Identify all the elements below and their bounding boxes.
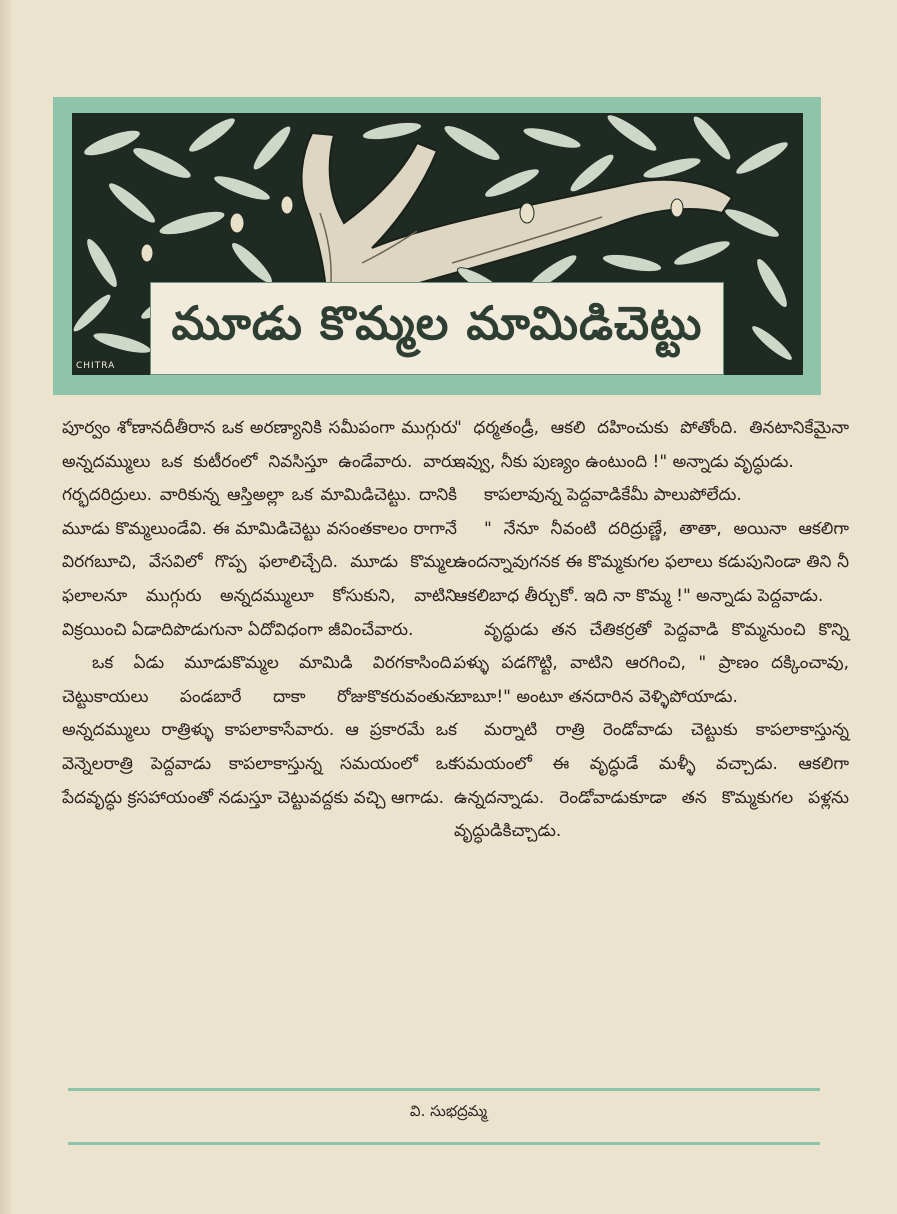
paragraph: " నేనూ నీవంటి దరిద్రుణ్ణే, తాతా, అయినా ఆకలిగా ఉందన్నావుగనక ఈ కొమ్మకుగల ఫలాలు కడుపునిండా తిని నీ ఆకలిబాధ తీర్చుకో. ఇది నా కొమ్మ !" అన్నాడు పెద్దవాడు. (454, 518, 849, 606)
footer-rule-bottom (68, 1142, 820, 1145)
author-name: వి. సుభద్రమ్మ (409, 1102, 488, 1120)
paragraph: వృద్ధుడు తన చేతికర్రతో పెద్దవాడి కొమ్మనుంచి కొన్ని పళ్ళు పడగొట్టి, వాటిని ఆరగించి, " ప్రాణం దక్కించావు, బాబూ!" అంటూ తనదారిన వెళ్ళిపోయాడు. (454, 619, 849, 707)
page-edge (0, 0, 14, 1214)
text-column-left (62, 412, 457, 815)
paragraph: " ధర్మతండ్రీ, ఆకలి దహించుకు పోతోంది. తినటానికేమైనా ఇవ్వు, నీకు పుణ్యం ఉంటుంది !" అన్నాడు వృద్ధుడు. (454, 418, 849, 472)
title-plate (150, 282, 724, 375)
text-column-right (454, 412, 849, 849)
story-title: మూడు కొమ్మల మామిడిచెట్టు (171, 295, 703, 350)
paragraph: కాపలావున్న పెద్దవాడికేమీ పాలుపోలేదు. (484, 485, 742, 506)
footer-rule-top (68, 1088, 820, 1091)
paragraph: ఒక ఏడు మూడుకొమ్మల మామిడి విరగకాసింది. చెట్టుకాయలు పండబారే దాకా రోజుకొకరువంతున అన్నదమ్ములు రాత్రిళ్ళు కాపలాకాసేవారు. ఆ ప్రకారమే ఒక వెన్నెలరాత్రి పెద్దవాడు కాపలాకాస్తున్న సమయంలో ఒక పేదవృద్ధు క్రసహాయంతో నడుస్తూ చెట్టువద్దకు వచ్చి ఆగాడు. (62, 653, 457, 808)
artist-signature: CHITRA (76, 361, 116, 371)
paragraph: పూర్వం శోణానదీతీరాన ఒక అరణ్యానికి సమీపంగా ముగ్గురు అన్నదమ్ములు ఒక కుటీరంలో నివసిస్తూ ఉండేవారు. వారు గర్భదరిద్రులు. వారికున్న ఆస్తిఅల్లా ఒక మామిడిచెట్టు. దానికి మూడు కొమ్మలుండేవి. ఈ మామిడిచెట్టు వసంతకాలం రాగానే విరగబూచి, వేసవిలో గొప్ప ఫలాలిచ్చేది. మూడు కొమ్మల ఫలాలనూ ముగ్గురు అన్నదమ్ములూ కోసుకుని, వాటిని విక్రయించి ఏడాదిపొడుగునా ఏదోవిధంగా జీవించేవారు. (62, 418, 457, 640)
paragraph: మర్నాటి రాత్రి రెండోవాడు చెట్టుకు కాపలాకాస్తున్న సమయంలో ఈ వృద్ధుడే మళ్ళీ వచ్చాడు. ఆకలిగా ఉన్నదన్నాడు. రెండోవాడుకూడా తన కొమ్మకుగల పళ్లను వృద్ధుడికిచ్చాడు. (454, 720, 849, 842)
